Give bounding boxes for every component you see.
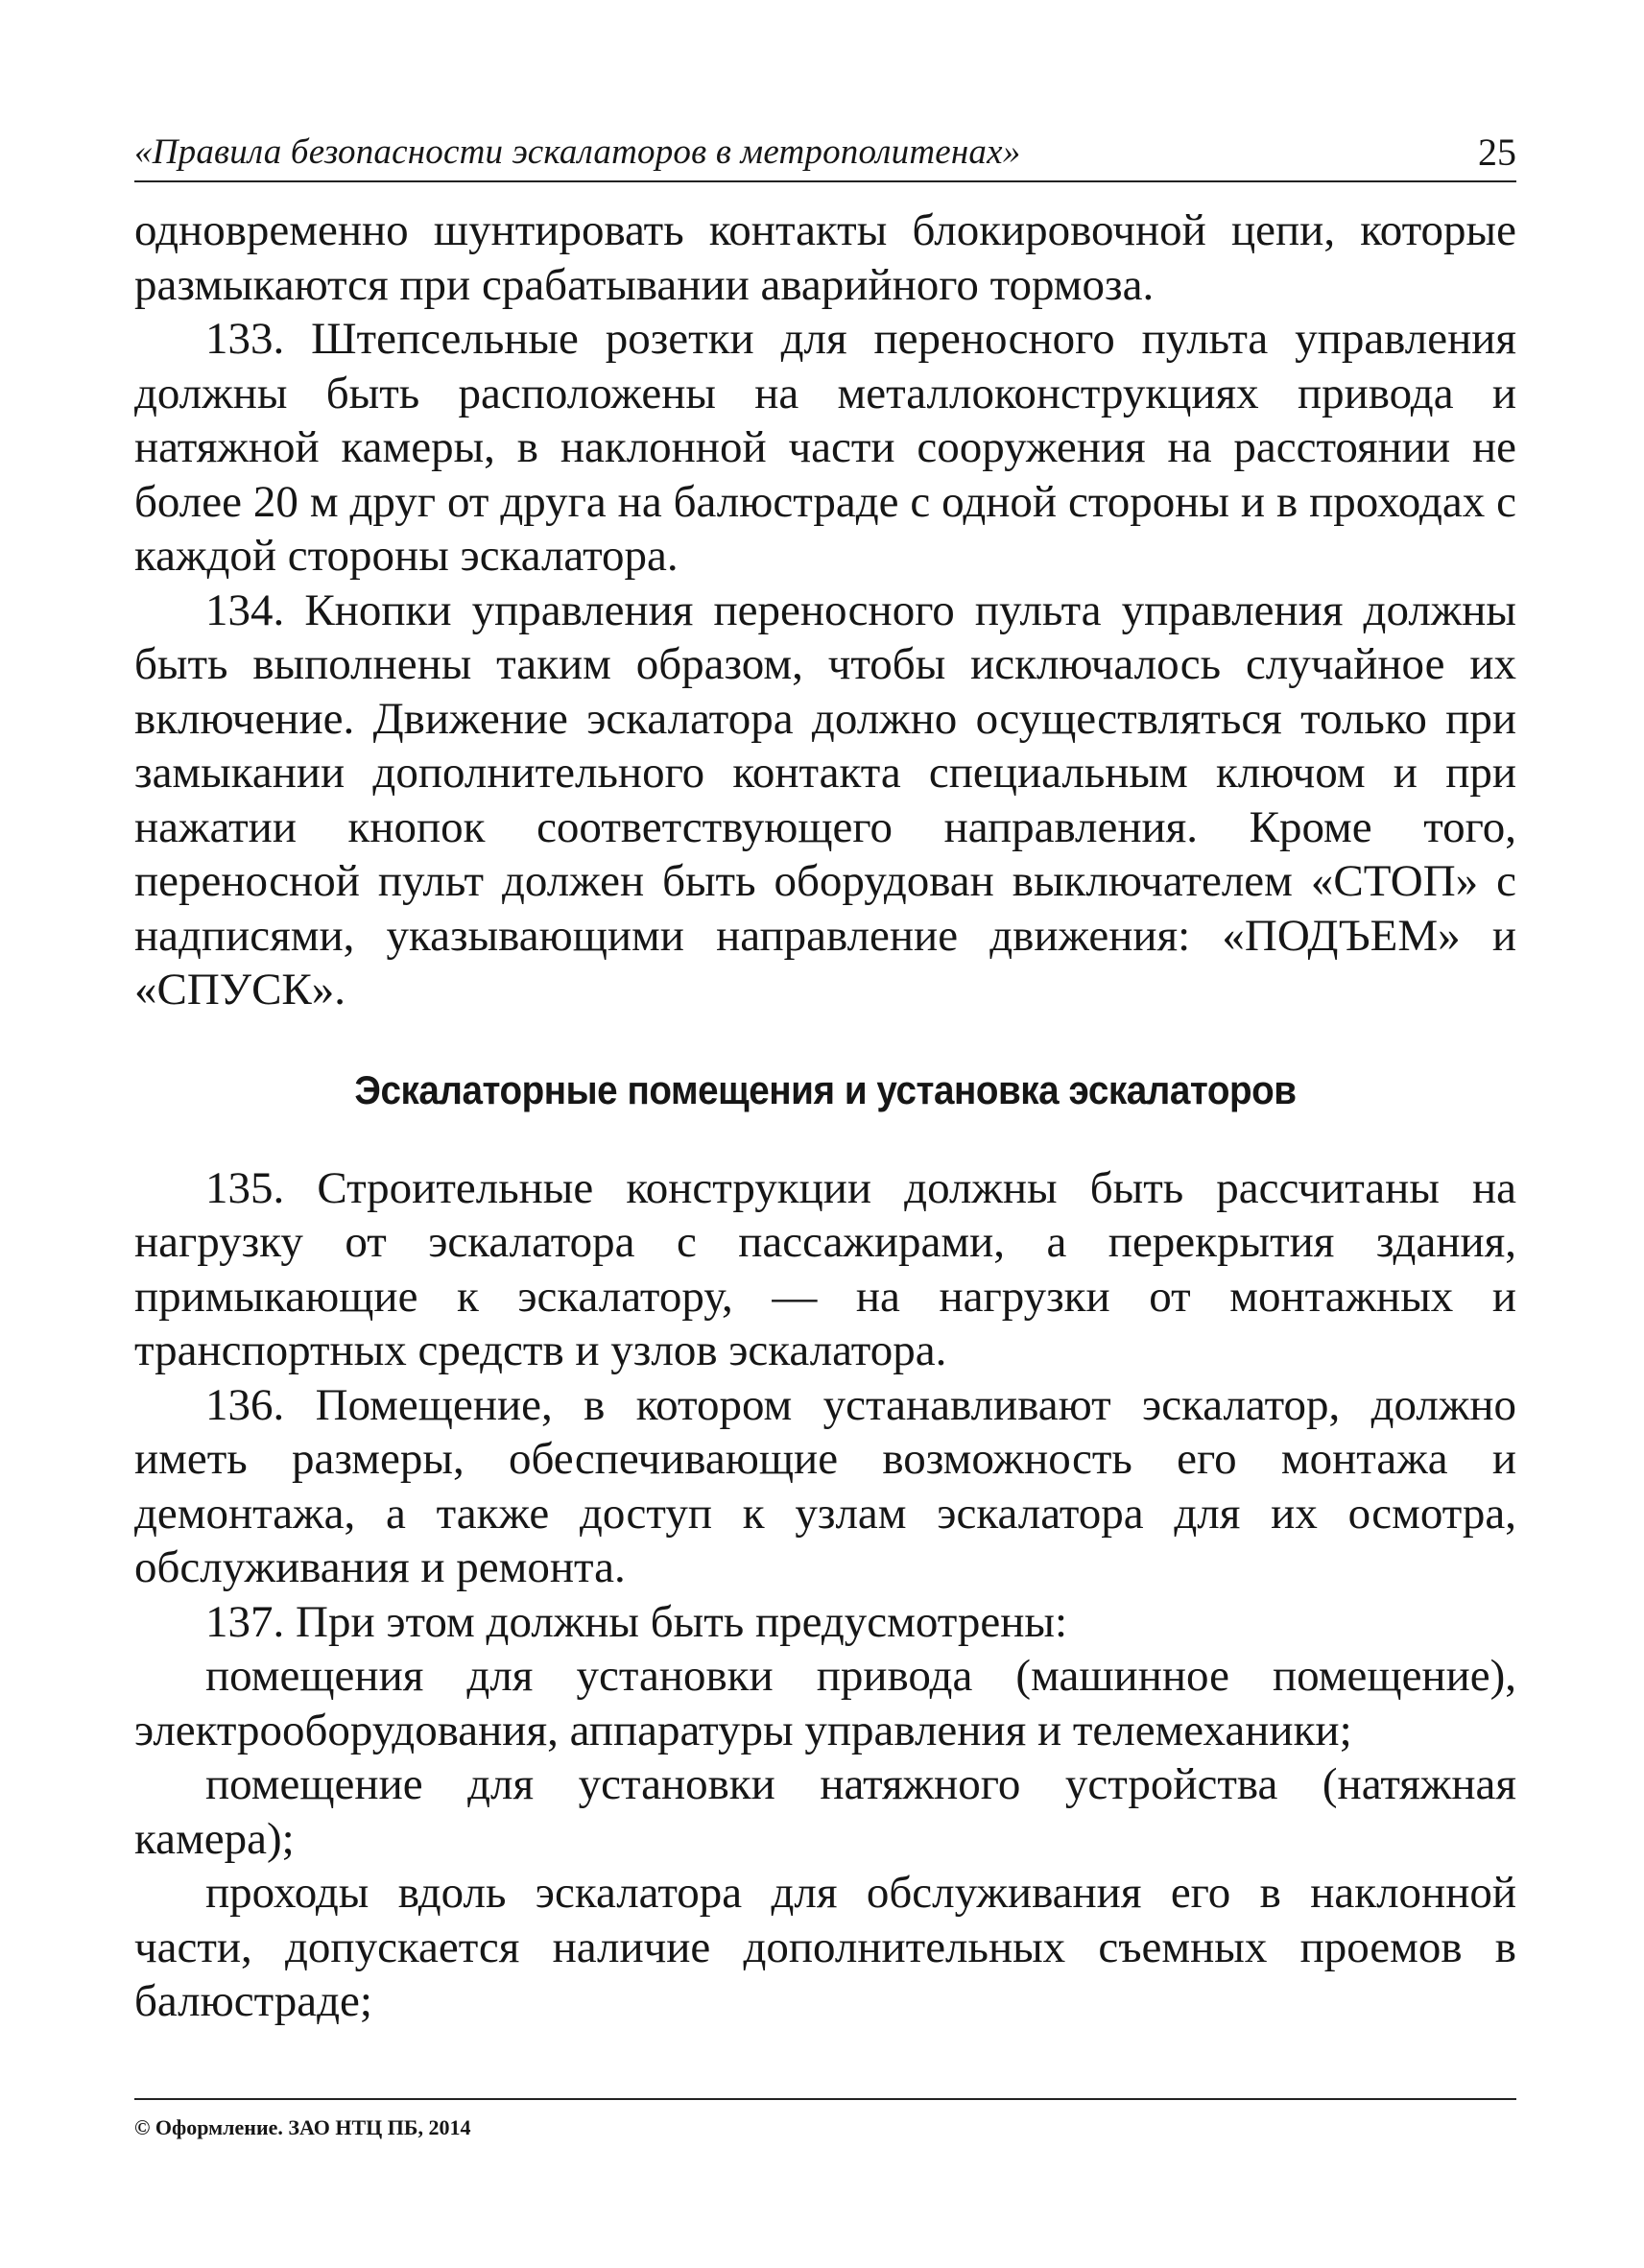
document-page <box>134 123 1516 2215</box>
list-item-tension-chamber: помещение для установки натяжного устройства (натяжная камера); <box>134 1759 1516 1864</box>
body-text <box>134 203 1516 2029</box>
running-title: «Правила безопасности эскалаторов в метрополитенах» <box>134 132 1021 172</box>
running-header <box>134 123 1516 182</box>
list-item-passages: проходы вдоль эскалатора для обслуживания его в наклонной части, допускается наличие дополнительных съемных проемов в балюстраде; <box>134 1868 1516 2026</box>
paragraph-135: 135. Строительные конструкции должны быть рассчитаны на нагрузку от эскалатора с пассажирами, а перекрытия здания, примыкающие к эскалатору, — на нагрузки от монтажных и транспортных средств и узлов эскалатора. <box>134 1162 1516 1375</box>
paragraph-136: 136. Помещение, в котором устанавливают эскалатор, должно иметь размеры, обеспечивающие возможность его монтажа и демонтажа, а также доступ к узлам эскалатора для их осмотра, обслуживания и ремонта. <box>134 1379 1516 1592</box>
paragraph-continuation: одновременно шунтировать контакты блокировочной цепи, которые размыкаются при срабатывании аварийного тормоза. <box>134 205 1516 310</box>
copyright-notice: © Оформление. ЗАО НТЦ ПБ, 2014 <box>134 2115 471 2139</box>
paragraph-133: 133. Штепсельные розетки для переносного пульта управления должны быть расположены на металлоконструкциях привода и натяжной камеры, в наклонной части сооружения на расстоянии не более 20 м друг от друга на балюстраде с одной стороны и в проходах с каждой стороны эскалатора. <box>134 314 1516 581</box>
section-heading: Эскалаторные помещения и установка эскалаторов <box>354 1066 1297 1112</box>
page-footer <box>134 2098 1516 2140</box>
paragraph-134: 134. Кнопки управления переносного пульта управления должны быть выполнены таким образом, чтобы исключалось случайное их включение. Движение эскалатора должно осуществляться только при замыкании дополнительного контакта специальным ключом и при нажатии кнопок соответствующего направления. Кроме того, переносной пульт должен быть оборудован выключателем «СТОП» с надписями, указывающими направление движения: «ПОДЪЕМ» и «СПУСК». <box>134 585 1516 1015</box>
page-number: 25 <box>1478 131 1516 174</box>
list-item-machine-room: помещения для установки привода (машинное помещение), электрооборудования, аппаратуры управления и телемеханики; <box>134 1651 1516 1755</box>
paragraph-137: 137. При этом должны быть предусмотрены: <box>205 1596 1068 1647</box>
